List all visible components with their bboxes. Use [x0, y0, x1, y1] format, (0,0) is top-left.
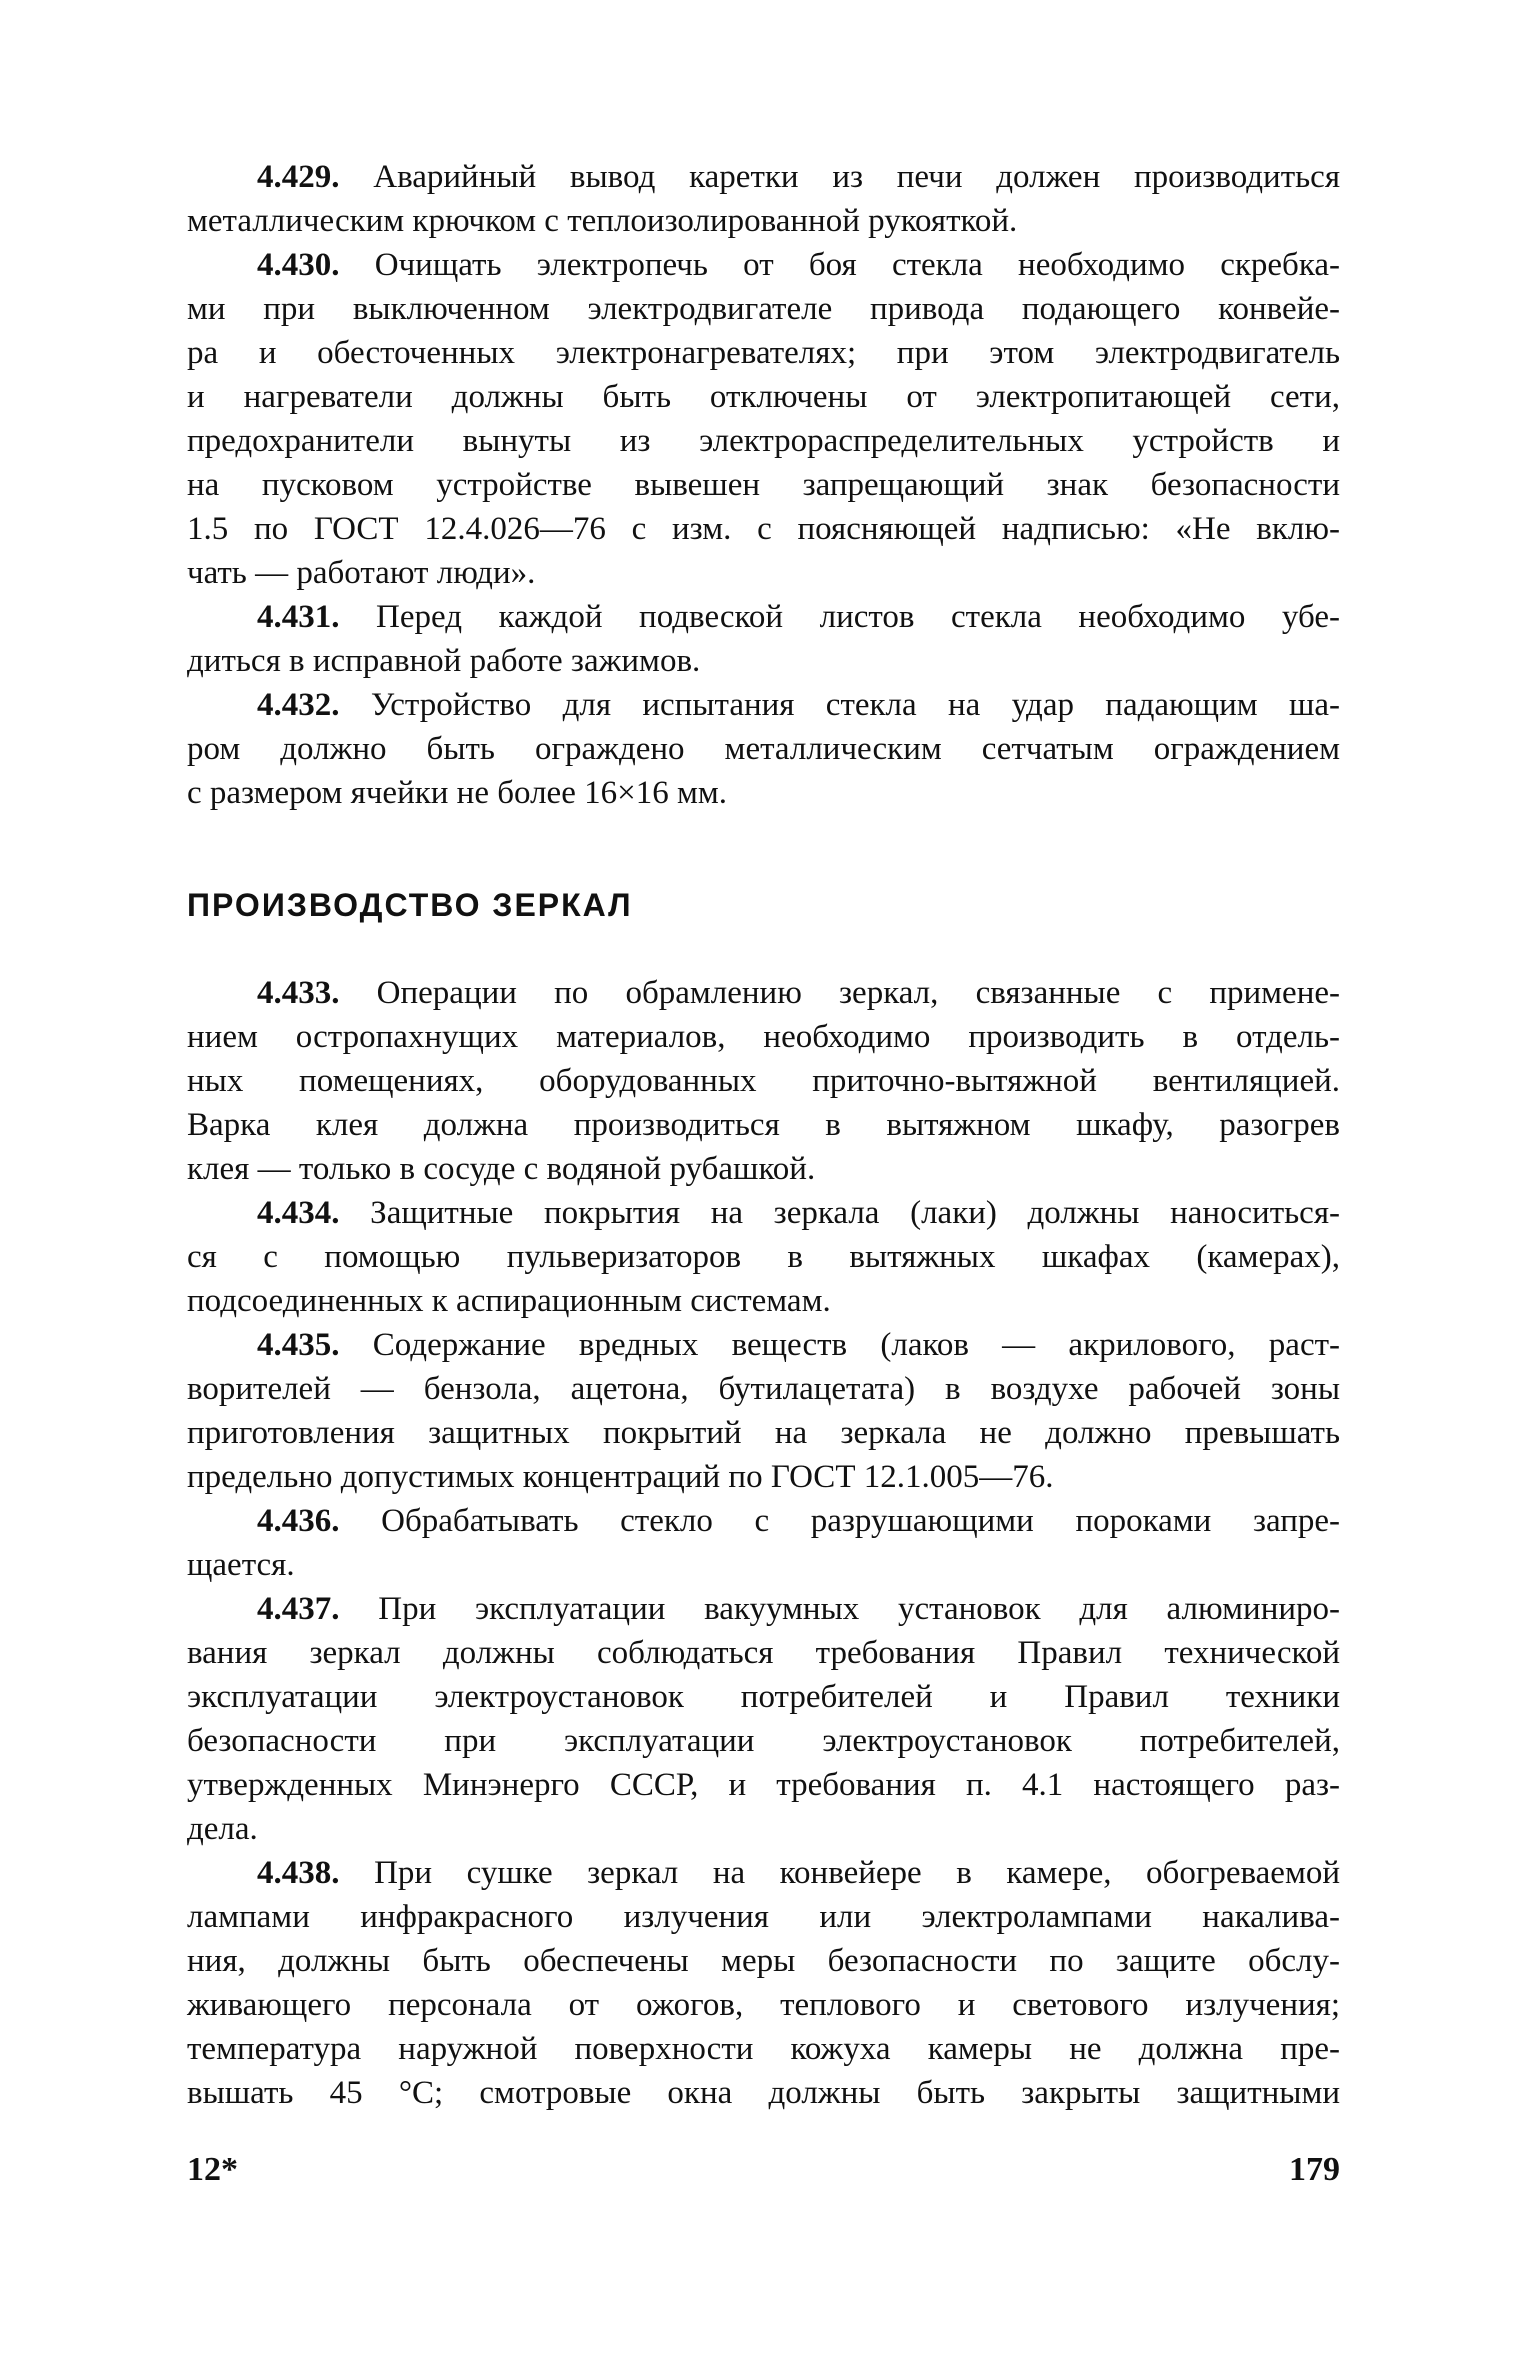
line-text: и нагреватели должны быть отключены от электропитающей сети, — [187, 379, 1340, 415]
text-line — [187, 1235, 1340, 1279]
line-text: чать — работают люди». — [187, 555, 536, 591]
text-line — [187, 1851, 1340, 1895]
line-text: подсоединенных к аспирационным системам. — [187, 1283, 831, 1319]
text-line — [187, 1895, 1340, 1939]
clause-number: 4.433. — [257, 975, 340, 1011]
line-text: Перед каждой подвеской листов стекла необходимо убе- — [376, 599, 1340, 635]
text-line — [187, 727, 1340, 771]
clause-number: 4.437. — [257, 1591, 340, 1627]
line-text: Аварийный вывод каретки из печи должен производиться — [373, 159, 1340, 195]
line-text: нием остропахнущих материалов, необходимо производить в отдель- — [187, 1019, 1340, 1055]
text-line — [187, 1631, 1340, 1675]
line-text: металлическим крючком с теплоизолированной рукояткой. — [187, 203, 1018, 239]
line-text: предохранители вынуты из электрораспределительных устройств и — [187, 423, 1340, 459]
paragraph-4-430 — [187, 243, 1340, 595]
text-line — [187, 595, 1340, 639]
line-text: лампами инфракрасного излучения или электролампами накалива- — [187, 1899, 1340, 1935]
text-line — [187, 1587, 1340, 1631]
line-text: ра и обесточенных электронагревателях; при этом электродвигатель — [187, 335, 1340, 371]
paragraph-4-432 — [187, 683, 1340, 815]
text-line — [187, 1191, 1340, 1235]
paragraph-4-435 — [187, 1323, 1340, 1499]
line-text: При сушке зеркал на конвейере в камере, обогреваемой — [374, 1855, 1340, 1891]
line-text: клея — только в сосуде с водяной рубашкой. — [187, 1151, 816, 1187]
text-line — [187, 639, 1340, 683]
text-line — [187, 1103, 1340, 1147]
paragraph-4-431 — [187, 595, 1340, 683]
section-safety-clauses — [187, 155, 1340, 815]
text-line — [187, 331, 1340, 375]
text-line — [187, 1719, 1340, 1763]
page-number: 179 — [1289, 2151, 1340, 2188]
text-line — [187, 1367, 1340, 1411]
line-text: щается. — [187, 1547, 295, 1583]
line-text: ния, должны быть обеспечены меры безопасности по защите обслу- — [187, 1943, 1340, 1979]
text-line — [187, 1807, 1340, 1851]
text-line — [187, 287, 1340, 331]
paragraph-4-433 — [187, 971, 1340, 1191]
clause-number: 4.438. — [257, 1855, 340, 1891]
line-text: живающего персонала от ожогов, теплового и светового излучения; — [187, 1987, 1340, 2023]
text-line — [187, 551, 1340, 595]
text-line — [187, 1675, 1340, 1719]
line-text: Очищать электропечь от боя стекла необходимо скребка- — [374, 247, 1341, 283]
text-line — [187, 507, 1340, 551]
text-line — [187, 1499, 1340, 1543]
text-line — [187, 199, 1340, 243]
line-text: вания зеркал должны соблюдаться требования Правил технической — [187, 1635, 1340, 1671]
line-text: диться в исправной работе зажимов. — [187, 643, 701, 679]
paragraph-4-429 — [187, 155, 1340, 243]
text-line — [187, 771, 1340, 815]
text-line — [187, 971, 1340, 1015]
text-line — [187, 1059, 1340, 1103]
paragraph-4-438 — [187, 1851, 1340, 2115]
text-line — [187, 2027, 1340, 2071]
text-line — [187, 1543, 1340, 1587]
line-text: с размером ячейки не более 16×16 мм. — [187, 775, 727, 811]
line-text: Защитные покрытия на зеркала (лаки) должны наноситься- — [370, 1195, 1341, 1231]
text-line — [187, 375, 1340, 419]
text-line — [187, 1455, 1340, 1499]
text-line — [187, 1323, 1340, 1367]
paragraph-4-436 — [187, 1499, 1340, 1587]
section-mirror-production — [187, 971, 1340, 2115]
line-text: Устройство для испытания стекла на удар падающим ша- — [370, 687, 1340, 723]
paragraph-4-434 — [187, 1191, 1340, 1323]
signature-mark: 12* — [187, 2151, 238, 2188]
paragraph-4-437 — [187, 1587, 1340, 1851]
line-text: ром должно быть ограждено металлическим сетчатым ограждением — [187, 731, 1340, 767]
line-text: Варка клея должна производиться в вытяжном шкафу, разогрев — [187, 1107, 1340, 1143]
text-line — [187, 2071, 1340, 2115]
line-text: эксплуатации электроустановок потребителей и Правил техники — [187, 1679, 1340, 1715]
text-line — [187, 1279, 1340, 1323]
line-text: вышать 45 °С; смотровые окна должны быть закрыты защитными — [187, 2075, 1340, 2111]
clause-number: 4.430. — [257, 247, 340, 283]
line-text: Операции по обрамлению зеркал, связанные с примене- — [376, 975, 1340, 1011]
clause-number: 4.434. — [257, 1195, 340, 1231]
section-heading: ПРОИЗВОДСТВО ЗЕРКАЛ — [187, 887, 633, 923]
line-text: приготовления защитных покрытий на зеркала не должно превышать — [187, 1415, 1340, 1451]
line-text: дела. — [187, 1811, 258, 1847]
text-line — [187, 155, 1340, 199]
text-line — [187, 683, 1340, 727]
text-line — [187, 1015, 1340, 1059]
clause-number: 4.435. — [257, 1327, 340, 1363]
text-line — [187, 1147, 1340, 1191]
line-text: 1.5 по ГОСТ 12.4.026—76 с изм. с поясняющей надписью: «Не вклю- — [187, 511, 1340, 547]
line-text: При эксплуатации вакуумных установок для алюминиро- — [378, 1591, 1341, 1627]
text-line — [187, 463, 1340, 507]
line-text: температура наружной поверхности кожуха камеры не должна пре- — [187, 2031, 1340, 2067]
clause-number: 4.431. — [257, 599, 340, 635]
line-text: на пусковом устройстве вывешен запрещающий знак безопасности — [187, 467, 1340, 503]
clause-number: 4.432. — [257, 687, 340, 723]
line-text: Содержание вредных веществ (лаков — акрилового, раст- — [372, 1327, 1341, 1363]
line-text: ся с помощью пульверизаторов в вытяжных шкафах (камерах), — [187, 1239, 1340, 1275]
clause-number: 4.436. — [257, 1503, 340, 1539]
text-line — [187, 243, 1340, 287]
clause-number: 4.429. — [257, 159, 340, 195]
line-text: Обрабатывать стекло с разрушающими пороками запре- — [381, 1503, 1341, 1539]
text-line — [187, 1983, 1340, 2027]
text-line — [187, 1939, 1340, 1983]
text-line — [187, 1411, 1340, 1455]
line-text: ми при выключенном электродвигателе привода подающего конвейе- — [187, 291, 1340, 327]
text-line — [187, 1763, 1340, 1807]
line-text: ных помещениях, оборудованных приточно-вытяжной вентиляцией. — [187, 1063, 1340, 1099]
line-text: утвержденных Минэнерго СССР, и требования п. 4.1 настоящего раз- — [187, 1767, 1340, 1803]
line-text: безопасности при эксплуатации электроустановок потребителей, — [187, 1723, 1340, 1759]
line-text: предельно допустимых концентраций по ГОСТ 12.1.005—76. — [187, 1459, 1054, 1495]
line-text: ворителей — бензола, ацетона, бутилацетата) в воздухе рабочей зоны — [187, 1371, 1340, 1407]
text-line — [187, 419, 1340, 463]
